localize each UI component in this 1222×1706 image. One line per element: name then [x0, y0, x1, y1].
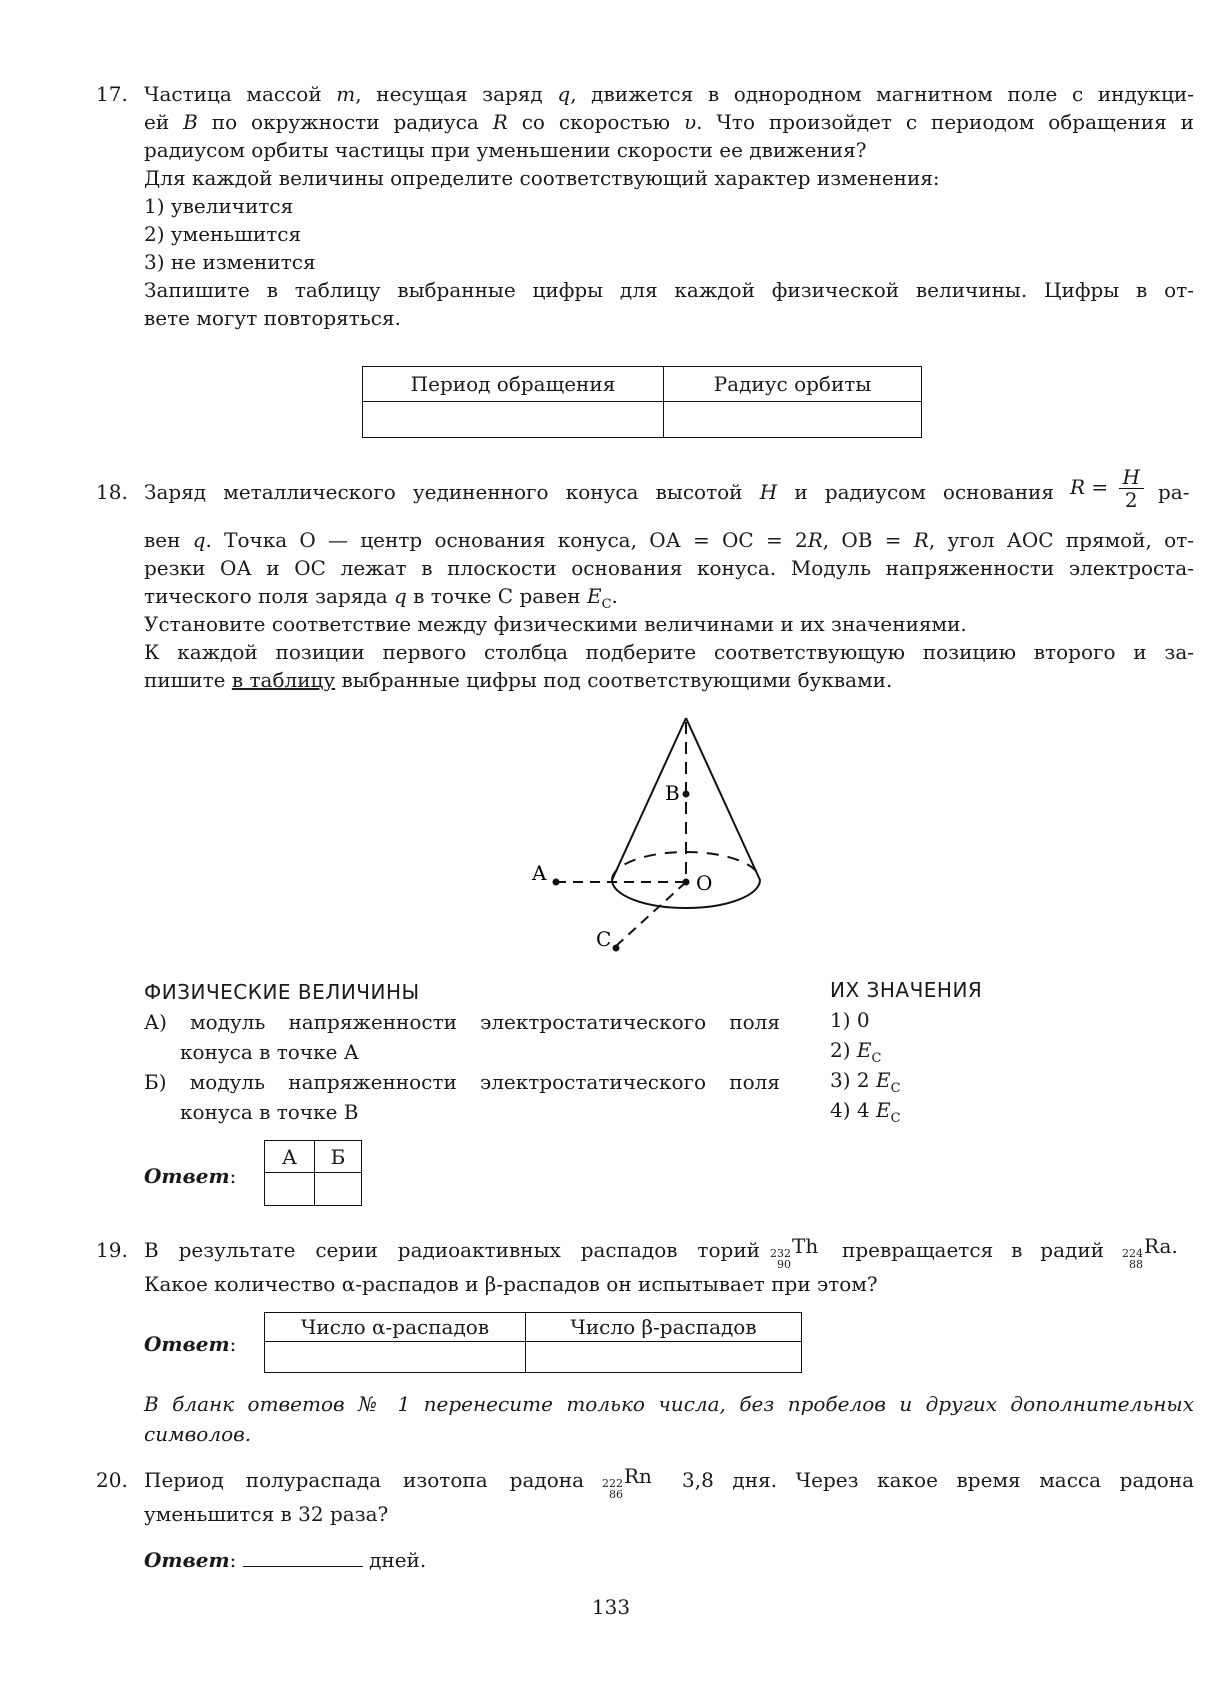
- option-2: 2) уменьшится: [144, 222, 302, 246]
- segment-oc: [616, 882, 686, 946]
- label-c: C: [596, 927, 612, 951]
- question-text-line: Какое количество α-распадов и β-распадов он испытывает при этом?: [144, 1272, 878, 1296]
- question-text-line: Для каждой величины определите соответствующий характер изменения:: [144, 166, 940, 190]
- cone-figure: [520, 710, 780, 960]
- question-text-line: В результате серии радиоактивных распадов торий: [144, 1238, 760, 1262]
- table-header-b: Б: [315, 1141, 362, 1173]
- fraction: $\frac{H}{2}$: [1119, 466, 1144, 511]
- answer-label: Ответ:: [144, 1164, 237, 1188]
- quantity-b-line1: Б) модуль напряженности электростатического поля: [144, 1070, 780, 1094]
- answer-table-18: [264, 1140, 362, 1206]
- values-heading: ИХ ЗНАЧЕНИЯ: [830, 978, 983, 1002]
- quantity-a-line1: А) модуль напряженности электростатического поля: [144, 1010, 780, 1034]
- question-text-line: превращается в радий: [842, 1238, 1104, 1262]
- value-2: 2) $E_C$: [830, 1038, 882, 1066]
- point-b: [683, 791, 690, 798]
- answer-cell-b[interactable]: [315, 1173, 362, 1206]
- question-text-line: уменьшится в 32 раза?: [144, 1502, 389, 1526]
- table-header-radius: Радиус орбиты: [664, 367, 922, 402]
- answer-sheet-note: В бланк ответов № 1 перенесите только числа, без пробелов и других дополнительных: [144, 1392, 1194, 1416]
- question-text-line: К каждой позиции первого столбца подберите соответствующую позицию второго и за-: [144, 640, 1194, 664]
- question-text-line: радиусом орбиты частицы при уменьшении скорости ее движения?: [144, 138, 867, 162]
- question-text-line: 3,8 дня. Через какое время масса радона: [682, 1468, 1194, 1492]
- answer-label: Ответ:: [144, 1332, 237, 1356]
- physical-quantities-heading: ФИЗИЧЕСКИЕ ВЕЛИЧИНЫ: [144, 980, 420, 1004]
- answer-line: Ответ: дней.: [144, 1548, 427, 1572]
- radium-isotope: 224 88 Ra.: [1122, 1234, 1178, 1271]
- question-text-line: Частица массой m, несущая заряд q, движется в однородном магнитном поле с индукци-: [144, 82, 1195, 106]
- question-text-line: резки ОА и ОС лежат в плоскости основания конуса. Модуль напряженности электроста-: [144, 556, 1194, 580]
- cone-right-edge: [686, 718, 760, 880]
- question-number: 18.: [96, 480, 128, 504]
- answer-sheet-note: символов.: [144, 1422, 252, 1446]
- question-text-line: ей B по окружности радиуса R со скоростью υ. Что произойдет с периодом обращения и: [144, 110, 1194, 134]
- answer-cell-alpha[interactable]: [265, 1342, 526, 1373]
- answer-cell-period[interactable]: [363, 402, 664, 438]
- option-1: 1) увеличится: [144, 194, 294, 218]
- table-header-beta: Число β-распадов: [526, 1313, 802, 1342]
- question-text-line: Период полураспада изотопа радона: [144, 1468, 584, 1492]
- question-text-line: Установите соответствие между физическими величинами и их значениями.: [144, 612, 967, 636]
- answer-blank[interactable]: [243, 1548, 363, 1567]
- answer-cell-beta[interactable]: [526, 1342, 802, 1373]
- thorium-isotope: 232 90 Th: [770, 1234, 819, 1271]
- value-3: 3) 2 $E_C$: [830, 1068, 901, 1096]
- point-a: [553, 879, 560, 886]
- page-number: 133: [591, 1595, 631, 1619]
- question-number: 19.: [96, 1238, 128, 1262]
- point-c: [613, 945, 620, 952]
- label-o: O: [696, 871, 713, 895]
- question-text-line: вете могут повторяться.: [144, 306, 401, 330]
- question-text-line: Заряд металлического уединенного конуса высотой H и радиусом основания: [144, 480, 1054, 504]
- quantity-b-line2: конуса в точке В: [180, 1100, 359, 1124]
- question-number: 20.: [96, 1468, 128, 1492]
- question-text-line: вен q. Точка О — центр основания конуса, ОА = ОС = 2R, ОВ = R, угол АОС прямой, от-: [144, 528, 1194, 552]
- question-text-line: Запишите в таблицу выбранные цифры для каждой физической величины. Цифры в от-: [144, 278, 1194, 302]
- table-header-alpha: Число α-распадов: [265, 1313, 526, 1342]
- value-1: 1) 0: [830, 1008, 870, 1032]
- answer-table-19: [264, 1312, 802, 1373]
- radon-isotope: 222 86 Rn: [602, 1464, 652, 1501]
- question-text-line: пишите в таблицу выбранные цифры под соответствующими буквами.: [144, 668, 893, 692]
- label-b: B: [665, 781, 680, 805]
- answer-cell-a[interactable]: [265, 1173, 315, 1206]
- table-header-period: Период обращения: [363, 367, 664, 402]
- table-header-a: А: [265, 1141, 315, 1173]
- formula-r-equals-h-over-2: R = $\frac{H}{2}$: [1070, 466, 1148, 511]
- label-a: A: [532, 861, 547, 885]
- value-4: 4) 4 $E_C$: [830, 1098, 901, 1126]
- question-text-line: тического поля заряда q в точке С равен $E_C$.: [144, 584, 618, 612]
- question-text-line: ра-: [1158, 480, 1190, 504]
- point-o: [683, 879, 690, 886]
- quantity-a-line2: конуса в точке А: [180, 1040, 359, 1064]
- answer-table-17: [362, 366, 922, 438]
- answer-cell-radius[interactable]: [664, 402, 922, 438]
- question-number: 17.: [96, 82, 128, 106]
- option-3: 3) не изменится: [144, 250, 316, 274]
